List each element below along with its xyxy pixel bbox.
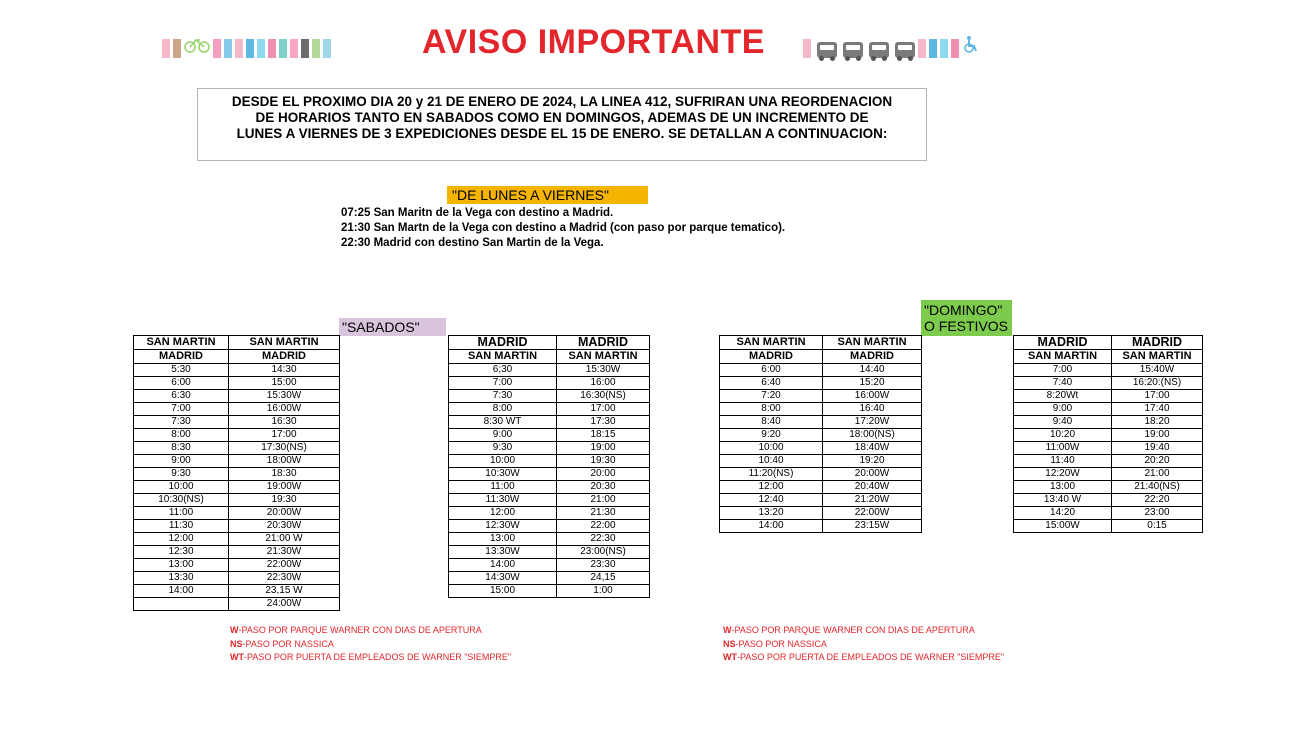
table-cell: 18:15 bbox=[557, 429, 650, 442]
table-cell: 21:30W bbox=[229, 546, 340, 559]
table-cell: 21:20W bbox=[823, 494, 922, 507]
table-cell: 9:00 bbox=[449, 429, 557, 442]
table-cell: 16:30 bbox=[229, 416, 340, 429]
table-cell: 17:30 bbox=[557, 416, 650, 429]
table-cell: 22:00W bbox=[229, 559, 340, 572]
table-cell: 13:30 bbox=[134, 572, 229, 585]
table-cell: 21:00 bbox=[557, 494, 650, 507]
table-cell: 8:30 WT bbox=[449, 416, 557, 429]
legend-item: WT-PASO POR PUERTA DE EMPLEADOS DE WARNER "SIEMPRE" bbox=[230, 652, 512, 662]
table-row bbox=[720, 468, 922, 481]
table-header-row bbox=[1014, 336, 1203, 350]
table-row bbox=[449, 364, 650, 377]
table-row bbox=[134, 559, 340, 572]
table-cell: 8:00 bbox=[720, 403, 823, 416]
table-cell: 19:40 bbox=[1112, 442, 1203, 455]
table-header-row bbox=[1014, 350, 1203, 364]
table-row bbox=[134, 468, 340, 481]
table-row bbox=[134, 572, 340, 585]
table-row bbox=[134, 403, 340, 416]
table-row bbox=[134, 598, 340, 611]
table-cell: 6:00 bbox=[720, 364, 823, 377]
table-header-row bbox=[449, 336, 650, 350]
table-cell: 19:00 bbox=[557, 442, 650, 455]
legend-item: NS-PASO POR NASSICA bbox=[230, 638, 334, 649]
header-icons-left bbox=[162, 36, 331, 58]
sunday-outbound-table bbox=[719, 335, 922, 533]
table-cell: 23:30 bbox=[557, 559, 650, 572]
table-cell: 6:00 bbox=[134, 377, 229, 390]
table-cell: 11:00W bbox=[1014, 442, 1112, 455]
person-icon bbox=[224, 39, 232, 58]
table-cell: 16:40 bbox=[823, 403, 922, 416]
notice-line: DESDE EL PROXIMO DIA 20 y 21 DE ENERO DE 2024, LA LINEA 412, SUFRIRAN UNA REORDENACION bbox=[231, 94, 893, 109]
table-cell: 13:00 bbox=[1014, 481, 1112, 494]
table-row bbox=[720, 364, 922, 377]
table-cell: 18:20 bbox=[1112, 416, 1203, 429]
table-cell: 1:00 bbox=[557, 585, 650, 598]
table-row bbox=[449, 533, 650, 546]
table-row bbox=[134, 481, 340, 494]
table-row bbox=[1014, 455, 1203, 468]
table-header-cell: SAN MARTIN bbox=[1014, 350, 1112, 364]
table-cell: 11:20(NS) bbox=[720, 468, 823, 481]
table-row bbox=[134, 533, 340, 546]
table-cell: 7:00 bbox=[134, 403, 229, 416]
table-cell: 20:20 bbox=[1112, 455, 1203, 468]
table-cell: 17:00 bbox=[229, 429, 340, 442]
table-cell: 12:20W bbox=[1014, 468, 1112, 481]
table-row bbox=[720, 494, 922, 507]
table-cell: 17:30(NS) bbox=[229, 442, 340, 455]
legend-sunday bbox=[723, 624, 1004, 665]
saturday-outbound-table bbox=[133, 335, 340, 611]
table-cell: 16:00W bbox=[229, 403, 340, 416]
table-cell: 8:20Wt bbox=[1014, 390, 1112, 403]
person-icon bbox=[803, 39, 811, 58]
table-row bbox=[449, 455, 650, 468]
person-icon bbox=[162, 39, 170, 58]
table-cell: 20:00W bbox=[229, 507, 340, 520]
table-cell: 12:30 bbox=[134, 546, 229, 559]
table-cell: 15:00 bbox=[229, 377, 340, 390]
table-row bbox=[449, 494, 650, 507]
table-cell: 10:00 bbox=[449, 455, 557, 468]
table-cell: 7:00 bbox=[449, 377, 557, 390]
table-cell: 10:40 bbox=[720, 455, 823, 468]
table-row bbox=[449, 520, 650, 533]
table-cell: 19:00 bbox=[1112, 429, 1203, 442]
person-icon bbox=[929, 39, 937, 58]
table-header-cell: MADRID bbox=[134, 350, 229, 364]
notice-line: DE HORARIOS TANTO EN SABADOS COMO EN DOMINGOS, ADEMAS DE UN INCREMENTO DE bbox=[255, 110, 869, 125]
table-cell: 14:00 bbox=[134, 585, 229, 598]
table-cell: 23:15W bbox=[823, 520, 922, 533]
table-header-row bbox=[134, 350, 340, 364]
table-row bbox=[134, 416, 340, 429]
table-row bbox=[720, 507, 922, 520]
person-icon bbox=[279, 39, 287, 58]
table-cell: 15:40W bbox=[1112, 364, 1203, 377]
table-cell: 16:30(NS) bbox=[557, 390, 650, 403]
table-header-row bbox=[720, 336, 922, 350]
table-cell: 14:40 bbox=[823, 364, 922, 377]
saturday-label: "SABADOS" bbox=[339, 318, 446, 336]
table-header-row bbox=[134, 336, 340, 350]
legend-item: NS-PASO POR NASSICA bbox=[723, 638, 827, 649]
table-cell: 12:30W bbox=[449, 520, 557, 533]
person-icon bbox=[257, 39, 265, 58]
table-cell: 19:30 bbox=[557, 455, 650, 468]
table-row bbox=[720, 481, 922, 494]
sunday-label bbox=[921, 300, 1012, 336]
table-row bbox=[1014, 429, 1203, 442]
table-row bbox=[134, 377, 340, 390]
person-icon bbox=[173, 39, 181, 58]
person-icon bbox=[918, 39, 926, 58]
table-cell bbox=[134, 598, 229, 611]
table-cell: 16:00 bbox=[557, 377, 650, 390]
table-row bbox=[1014, 442, 1203, 455]
table-header-cell: SAN MARTIN bbox=[557, 350, 650, 364]
table-row bbox=[720, 377, 922, 390]
table-header-cell: MADRID bbox=[1014, 336, 1112, 350]
table-cell: 7:30 bbox=[134, 416, 229, 429]
table-cell: 23:00(NS) bbox=[557, 546, 650, 559]
table-cell: 22:20 bbox=[1112, 494, 1203, 507]
table-cell: 15:30W bbox=[229, 390, 340, 403]
table-cell: 9:20 bbox=[720, 429, 823, 442]
table-cell: 14:30 bbox=[229, 364, 340, 377]
table-cell: 21:00 W bbox=[229, 533, 340, 546]
table-cell: 5:30 bbox=[134, 364, 229, 377]
notice-box bbox=[197, 88, 927, 161]
table-header-cell: SAN MARTIN bbox=[134, 336, 229, 350]
sunday-label-line1: "DOMINGO" bbox=[924, 302, 1003, 318]
person-icon bbox=[301, 39, 309, 58]
table-header-cell: MADRID bbox=[720, 350, 823, 364]
table-row bbox=[449, 403, 650, 416]
legend-saturday bbox=[230, 624, 511, 665]
person-icon bbox=[312, 39, 320, 58]
table-cell: 20:30W bbox=[229, 520, 340, 533]
weekday-line: 07:25 San Maritn de la Vega con destino a Madrid. bbox=[341, 207, 614, 219]
table-cell: 9:40 bbox=[1014, 416, 1112, 429]
table-header-cell: MADRID bbox=[557, 336, 650, 350]
saturday-inbound-table bbox=[448, 335, 650, 598]
sunday-label-line2: O FESTIVOS bbox=[924, 318, 1009, 334]
table-cell: 11:30 bbox=[134, 520, 229, 533]
table-cell: 23,15 W bbox=[229, 585, 340, 598]
table-cell: 16:00W bbox=[823, 390, 922, 403]
header-icons-right bbox=[803, 36, 978, 58]
table-cell: 13:30W bbox=[449, 546, 557, 559]
table-header-cell: SAN MARTIN bbox=[229, 336, 340, 350]
table-cell: 24,15 bbox=[557, 572, 650, 585]
table-cell: 23:00 bbox=[1112, 507, 1203, 520]
table-cell: 7:20 bbox=[720, 390, 823, 403]
table-header-cell: SAN MARTIN bbox=[449, 350, 557, 364]
table-cell: 10:00 bbox=[134, 481, 229, 494]
table-row bbox=[720, 403, 922, 416]
table-row bbox=[134, 442, 340, 455]
table-cell: 21:30 bbox=[557, 507, 650, 520]
table-row bbox=[720, 442, 922, 455]
table-row bbox=[134, 429, 340, 442]
table-row bbox=[449, 429, 650, 442]
table-row bbox=[134, 494, 340, 507]
wheelchair-icon bbox=[962, 35, 978, 58]
weekday-line: 21:30 San Martn de la Vega con destino a Madrid (con paso por parque tematico). bbox=[341, 222, 786, 234]
table-cell: 13:00 bbox=[449, 533, 557, 546]
legend-item: W-PASO POR PARQUE WARNER CON DIAS DE APERTURA bbox=[230, 625, 482, 635]
table-row bbox=[134, 455, 340, 468]
table-row bbox=[720, 455, 922, 468]
table-row bbox=[134, 390, 340, 403]
table-cell: 9:00 bbox=[1014, 403, 1112, 416]
table-cell: 10:30W bbox=[449, 468, 557, 481]
table-cell: 8:00 bbox=[134, 429, 229, 442]
table-cell: 18:00W bbox=[229, 455, 340, 468]
notice-line: LUNES A VIERNES DE 3 EXPEDICIONES DESDE EL 15 DE ENERO. SE DETALLAN A CONTINUACION: bbox=[236, 126, 888, 141]
table-row bbox=[134, 546, 340, 559]
weekday-line: 22:30 Madrid con destino San Martin de la Vega. bbox=[341, 237, 604, 249]
table-row bbox=[1014, 364, 1203, 377]
table-row bbox=[449, 585, 650, 598]
table-row bbox=[720, 429, 922, 442]
table-cell: 14:30W bbox=[449, 572, 557, 585]
table-row bbox=[1014, 507, 1203, 520]
person-icon bbox=[323, 39, 331, 58]
table-row bbox=[720, 390, 922, 403]
person-icon bbox=[290, 39, 298, 58]
table-cell: 6:40 bbox=[720, 377, 823, 390]
person-icon bbox=[235, 39, 243, 58]
table-header-cell: MADRID bbox=[1112, 336, 1203, 350]
table-cell: 7:00 bbox=[1014, 364, 1112, 377]
metro-icon bbox=[869, 42, 889, 58]
table-cell: 16:20:(NS) bbox=[1112, 377, 1203, 390]
table-row bbox=[449, 507, 650, 520]
table-cell: 11:30W bbox=[449, 494, 557, 507]
table-cell: 13:40 W bbox=[1014, 494, 1112, 507]
table-cell: 24:00W bbox=[229, 598, 340, 611]
table-cell: 8:00 bbox=[449, 403, 557, 416]
table-cell: 12:00 bbox=[720, 481, 823, 494]
weekday-label: "DE LUNES A VIERNES" bbox=[447, 186, 648, 204]
table-header-cell: MADRID bbox=[823, 350, 922, 364]
page-title: AVISO IMPORTANTE bbox=[422, 23, 765, 61]
table-header-cell: MADRID bbox=[449, 336, 557, 350]
table-row bbox=[134, 364, 340, 377]
person-icon bbox=[213, 39, 221, 58]
table-cell: 19:30 bbox=[229, 494, 340, 507]
sunday-inbound-table bbox=[1013, 335, 1203, 533]
table-header-row bbox=[449, 350, 650, 364]
table-row bbox=[1014, 416, 1203, 429]
table-row bbox=[1014, 481, 1203, 494]
table-row bbox=[449, 546, 650, 559]
table-row bbox=[449, 468, 650, 481]
person-icon bbox=[940, 39, 948, 58]
table-cell: 22:00W bbox=[823, 507, 922, 520]
table-cell: 20:00 bbox=[557, 468, 650, 481]
table-cell: 15:00W bbox=[1014, 520, 1112, 533]
table-cell: 9:30 bbox=[134, 468, 229, 481]
person-icon bbox=[268, 39, 276, 58]
table-cell: 10:00 bbox=[720, 442, 823, 455]
table-cell: 22:00 bbox=[557, 520, 650, 533]
table-row bbox=[449, 390, 650, 403]
table-header-cell: SAN MARTIN bbox=[1112, 350, 1203, 364]
legend-item: W-PASO POR PARQUE WARNER CON DIAS DE APERTURA bbox=[723, 625, 975, 635]
table-cell: 20:40W bbox=[823, 481, 922, 494]
table-cell: 11:00 bbox=[134, 507, 229, 520]
table-row bbox=[449, 442, 650, 455]
table-cell: 10:20 bbox=[1014, 429, 1112, 442]
table-cell: 18:30 bbox=[229, 468, 340, 481]
table-cell: 12:00 bbox=[134, 533, 229, 546]
train-icon bbox=[843, 42, 863, 58]
table-row bbox=[449, 481, 650, 494]
table-cell: 19:20 bbox=[823, 455, 922, 468]
table-row bbox=[449, 572, 650, 585]
table-row bbox=[720, 416, 922, 429]
table-cell: 20:30 bbox=[557, 481, 650, 494]
table-cell: 14:00 bbox=[720, 520, 823, 533]
person-icon bbox=[951, 39, 959, 58]
table-cell: 17:00 bbox=[557, 403, 650, 416]
table-cell: 9:00 bbox=[134, 455, 229, 468]
table-header-cell: SAN MARTIN bbox=[823, 336, 922, 350]
table-cell: 13:20 bbox=[720, 507, 823, 520]
table-cell: 20:00W bbox=[823, 468, 922, 481]
table-cell: 14:20 bbox=[1014, 507, 1112, 520]
table-cell: 15:00 bbox=[449, 585, 557, 598]
table-cell: 17:20W bbox=[823, 416, 922, 429]
table-row bbox=[449, 559, 650, 572]
table-cell: 12:00 bbox=[449, 507, 557, 520]
table-row bbox=[1014, 390, 1203, 403]
table-cell: 11:00 bbox=[449, 481, 557, 494]
table-header-row bbox=[720, 350, 922, 364]
table-header-cell: MADRID bbox=[229, 350, 340, 364]
table-row bbox=[134, 507, 340, 520]
table-cell: 18:00(NS) bbox=[823, 429, 922, 442]
table-cell: 19:00W bbox=[229, 481, 340, 494]
table-row bbox=[720, 520, 922, 533]
table-cell: 22:30 bbox=[557, 533, 650, 546]
table-cell: 17:00 bbox=[1112, 390, 1203, 403]
tram-icon bbox=[895, 42, 915, 58]
table-cell: 18:40W bbox=[823, 442, 922, 455]
table-cell: 0:15 bbox=[1112, 520, 1203, 533]
table-row bbox=[1014, 494, 1203, 507]
table-cell: 10:30(NS) bbox=[134, 494, 229, 507]
table-row bbox=[134, 585, 340, 598]
table-cell: 14:00 bbox=[449, 559, 557, 572]
table-cell: 7:40 bbox=[1014, 377, 1112, 390]
bicycle-icon bbox=[184, 35, 210, 58]
table-cell: 15:20 bbox=[823, 377, 922, 390]
table-cell: 7:30 bbox=[449, 390, 557, 403]
table-row bbox=[1014, 403, 1203, 416]
table-cell: 21:00 bbox=[1112, 468, 1203, 481]
table-cell: 8:40 bbox=[720, 416, 823, 429]
table-cell: 17:40 bbox=[1112, 403, 1203, 416]
person-icon bbox=[246, 39, 254, 58]
legend-item: WT-PASO POR PUERTA DE EMPLEADOS DE WARNER "SIEMPRE" bbox=[723, 652, 1005, 662]
table-header-cell: SAN MARTIN bbox=[720, 336, 823, 350]
table-row bbox=[449, 377, 650, 390]
table-cell: 12:40 bbox=[720, 494, 823, 507]
table-cell: 15:30W bbox=[557, 364, 650, 377]
table-row bbox=[1014, 377, 1203, 390]
table-row bbox=[1014, 468, 1203, 481]
table-cell: 11:40 bbox=[1014, 455, 1112, 468]
table-cell: 6:30 bbox=[134, 390, 229, 403]
table-row bbox=[134, 520, 340, 533]
table-row bbox=[449, 416, 650, 429]
table-cell: 13:00 bbox=[134, 559, 229, 572]
table-row bbox=[1014, 520, 1203, 533]
table-cell: 21:40(NS) bbox=[1112, 481, 1203, 494]
table-cell: 6;30 bbox=[449, 364, 557, 377]
table-cell: 8:30 bbox=[134, 442, 229, 455]
table-cell: 9:30 bbox=[449, 442, 557, 455]
bus-icon bbox=[817, 42, 837, 58]
table-cell: 22:30W bbox=[229, 572, 340, 585]
